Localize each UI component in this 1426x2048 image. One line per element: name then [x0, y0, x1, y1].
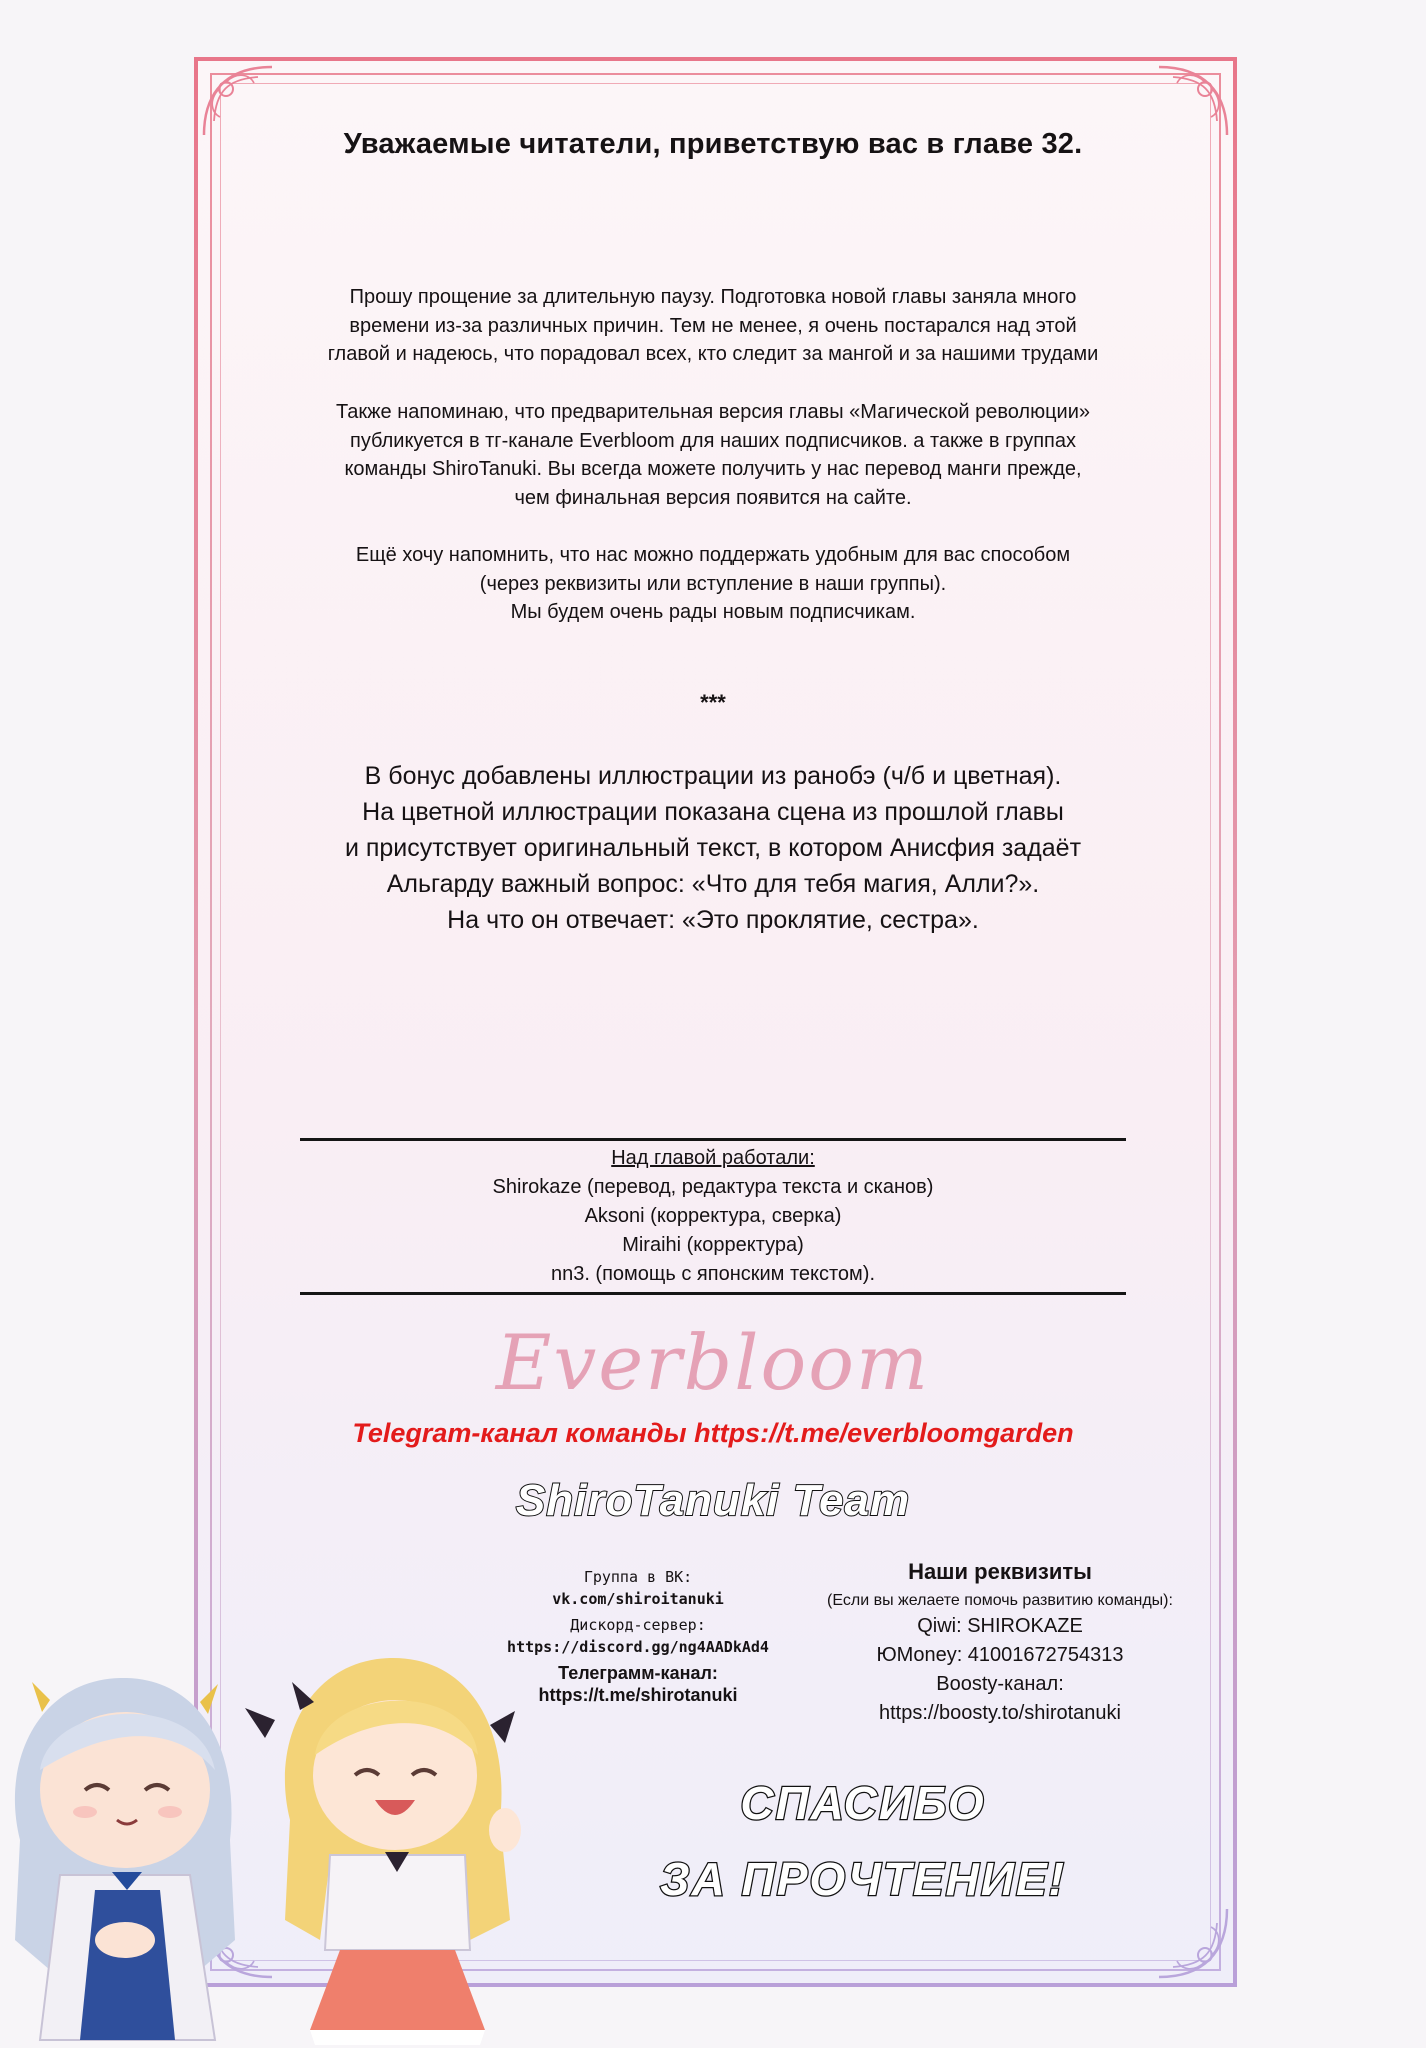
vk-link[interactable]: vk.com/shiroitanuki [552, 1590, 724, 1608]
paragraph-line: Прошу прощение за длительную паузу. Подготовка новой главы заняла много [349, 286, 1077, 308]
credit-line: nn3. (помощь с японским текстом). [550, 1263, 876, 1285]
vk-label: Группа в ВК: [583, 1568, 693, 1586]
requisites-note: (Если вы желаете помочь развитию команды): [827, 1592, 1173, 1609]
requisite-line: ЮMoney: 41001672754313 [876, 1644, 1124, 1666]
paragraph-line: (через реквизиты или вступление в наши группы). [479, 572, 947, 595]
paragraph-line: публикуется в тг-канале Everbloom для наших подписчиков. а также в группах [349, 429, 1077, 452]
discord-label: Дискорд-сервер: [570, 1616, 706, 1634]
paragraph-line: главой и надеюсь, что порадовал всех, кто следит за мангой и за нашими трудами [327, 343, 1099, 365]
bonus-paragraph [0, 758, 1426, 938]
bonus-line: Альгарду важный вопрос: «Что для тебя магия, Алли?». [386, 870, 1040, 898]
paragraph-line: Также напоминаю, что предварительная версия главы «Магической революции» [335, 401, 1091, 423]
telegram-label: Телеграмм-канал: [558, 1663, 718, 1683]
corner-ornament-icon [1153, 1903, 1233, 1983]
credit-line: Shirokaze (перевод, редактура текста и сканов) [492, 1176, 934, 1198]
credits-heading: Над главой работали: [611, 1147, 815, 1169]
everbloom-logo: Everbloom [495, 1318, 931, 1407]
requisites-heading: Наши реквизиты [908, 1559, 1092, 1584]
page-title: Уважаемые читатели, приветствую вас в главе 32. [343, 128, 1083, 160]
requisite-line: Qiwi: SHIROKAZE [917, 1615, 1083, 1637]
thanks-line-2: ЗА ПРОЧТЕНИЕ! [660, 1853, 1066, 1905]
telegram-team-link[interactable]: Telegram-канал команды https://t.me/everbloomgarden [352, 1418, 1074, 1448]
intro-paragraph [0, 283, 1426, 369]
chibi-blonde-hair-girl [245, 1658, 521, 2045]
credit-line: Aksoni (корректура, сверка) [584, 1205, 842, 1227]
credit-line: Miraihi (корректура) [622, 1234, 804, 1256]
chibi-characters-illustration [0, 1640, 580, 2048]
reminder-paragraph [0, 398, 1426, 512]
paragraph-line: команды ShiroTanuki. Вы всегда можете получить у нас перевод манги прежде, [344, 458, 1082, 480]
credits-divider-bottom [300, 1292, 1126, 1295]
bonus-line: На что он отвечает: «Это проклятие, сестра». [447, 906, 979, 934]
bonus-line: В бонус добавлены иллюстрации из ранобэ (ч/б и цветная). [364, 762, 1062, 790]
support-paragraph [0, 541, 1426, 627]
paragraph-line: Мы будем очень рады новым подписчикам. [510, 601, 916, 623]
credits-divider-top [300, 1138, 1126, 1141]
boosty-link[interactable]: https://boosty.to/shirotanuki [879, 1702, 1121, 1724]
credits-block [0, 1144, 1426, 1289]
discord-link[interactable]: https://discord.gg/ng4AADkAd4 [507, 1638, 769, 1656]
requisites-block [820, 1557, 1180, 1728]
paragraph-line: времени из-за различных причин. Тем не менее, я очень постарался над этой [349, 314, 1077, 337]
paragraph-line: Ещё хочу напомнить, что нас можно поддержать удобным для вас способом [355, 544, 1071, 566]
bonus-line: На цветной иллюстрации показана сцена из прошлой главы [362, 798, 1064, 826]
chibi-silver-hair-girl [15, 1678, 235, 2040]
bonus-line: и присутствует оригинальный текст, в котором Анисфия задаёт [344, 834, 1082, 862]
section-separator: *** [700, 690, 726, 715]
team-name: ShiroTanuki Team [515, 1476, 911, 1525]
paragraph-line: чем финальная версия появится на сайте. [514, 486, 912, 509]
telegram-link[interactable]: https://t.me/shirotanuki [538, 1685, 738, 1705]
thanks-line-1: СПАСИБО [740, 1777, 986, 1829]
requisite-line: Boosty-канал: [936, 1673, 1064, 1695]
